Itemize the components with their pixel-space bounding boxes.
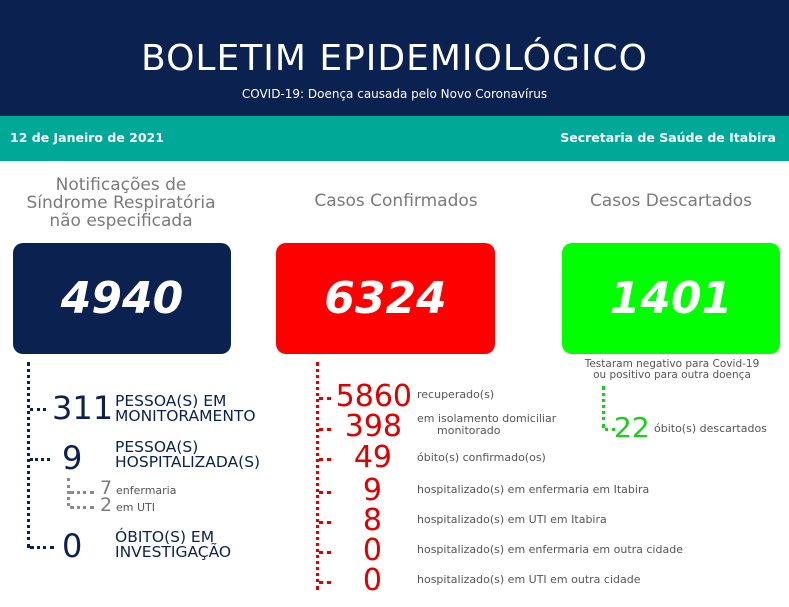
hospitalizadas-value: 9	[62, 439, 83, 477]
descartados-connector	[602, 386, 605, 428]
investigacao-label	[115, 530, 231, 560]
enfermaria-itabira-value: 9	[362, 473, 382, 508]
enfermaria-value: 7	[100, 477, 113, 499]
obitos-label: óbito(s) confirmado(os)	[417, 451, 546, 464]
page-title: BOLETIM EPIDEMIOLÓGICO	[141, 38, 648, 79]
label-line: monitorado	[437, 424, 501, 437]
enfermaria-outra-value: 0	[362, 533, 382, 568]
descartados-obitos-value: 22	[614, 411, 650, 444]
label-line: ÓBITO(S) EM	[115, 528, 215, 546]
header-banner	[0, 0, 789, 116]
obitos-value: 49	[353, 440, 392, 475]
notificacoes-total-box	[13, 243, 231, 354]
isolamento-value: 398	[344, 409, 402, 444]
enfermaria-label: enfermaria	[116, 484, 177, 497]
notificacoes-title-line: não especificada	[49, 211, 193, 231]
investigacao-value: 0	[62, 527, 83, 565]
enfermaria-outra-label: hospitalizado(s) em enfermaria em outra cidade	[417, 543, 683, 556]
confirmados-total: 6324	[324, 273, 447, 324]
recuperados-value: 5860	[335, 379, 412, 414]
label-line: PESSOA(S)	[115, 438, 199, 456]
confirmados-title: Casos Confirmados	[314, 191, 478, 211]
monitoramento-value: 311	[52, 389, 114, 427]
connector-tick	[30, 458, 50, 461]
connector-tick	[30, 408, 46, 411]
notificacoes-total: 4940	[60, 273, 184, 324]
label-line: INVESTIGAÇÃO	[115, 543, 232, 561]
report-date: 12 de Janeiro de 2021	[10, 130, 164, 145]
confirmados-total-box	[276, 243, 495, 354]
note-line: ou positivo para outra doença	[593, 369, 751, 381]
label-line: em isolamento domiciliar	[417, 412, 557, 425]
monitoramento-label	[115, 394, 256, 424]
uti-itabira-label: hospitalizado(s) em UTI em Itabira	[417, 513, 607, 526]
descartados-total: 1401	[609, 273, 733, 324]
info-band	[0, 116, 789, 161]
connector-tick	[70, 506, 94, 509]
connector-tick	[30, 546, 54, 549]
hospitalizadas-label	[115, 440, 260, 470]
uti-outra-value: 0	[362, 563, 382, 598]
uti-itabira-value: 8	[362, 503, 382, 538]
enfermaria-itabira-label: hospitalizado(s) em enfermaria em Itabira	[417, 483, 650, 496]
note-line: Testaram negativo para Covid-19	[584, 358, 760, 370]
label-line: HOSPITALIZADA(S)	[115, 453, 261, 471]
descartados-title: Casos Descartados	[589, 191, 753, 211]
page-subtitle: COVID-19: Doença causada pelo Novo Coronavírus	[241, 87, 548, 101]
uti-outra-label: hospitalizado(s) em UTI em outra cidade	[417, 573, 641, 586]
report-source: Secretaria de Saúde de Itabira	[560, 130, 776, 145]
connector-tick	[70, 491, 94, 494]
descartados-note	[562, 359, 782, 381]
uti-label: em UTI	[116, 501, 155, 514]
notificacoes-connector	[27, 362, 30, 548]
label-line: MONITORAMENTO	[115, 407, 256, 425]
notificacoes-title-line: Síndrome Respiratória	[26, 193, 216, 213]
descartados-obitos-label: óbito(s) descartados	[654, 422, 767, 435]
uti-value: 2	[100, 494, 113, 516]
label-line: PESSOA(S) EM	[115, 392, 227, 410]
recuperados-label: recuperado(s)	[417, 388, 495, 401]
notificacoes-title	[0, 176, 242, 230]
notificacoes-title-line: Notificações de	[55, 175, 187, 195]
isolamento-label	[417, 413, 556, 437]
descartados-total-box	[562, 243, 780, 354]
